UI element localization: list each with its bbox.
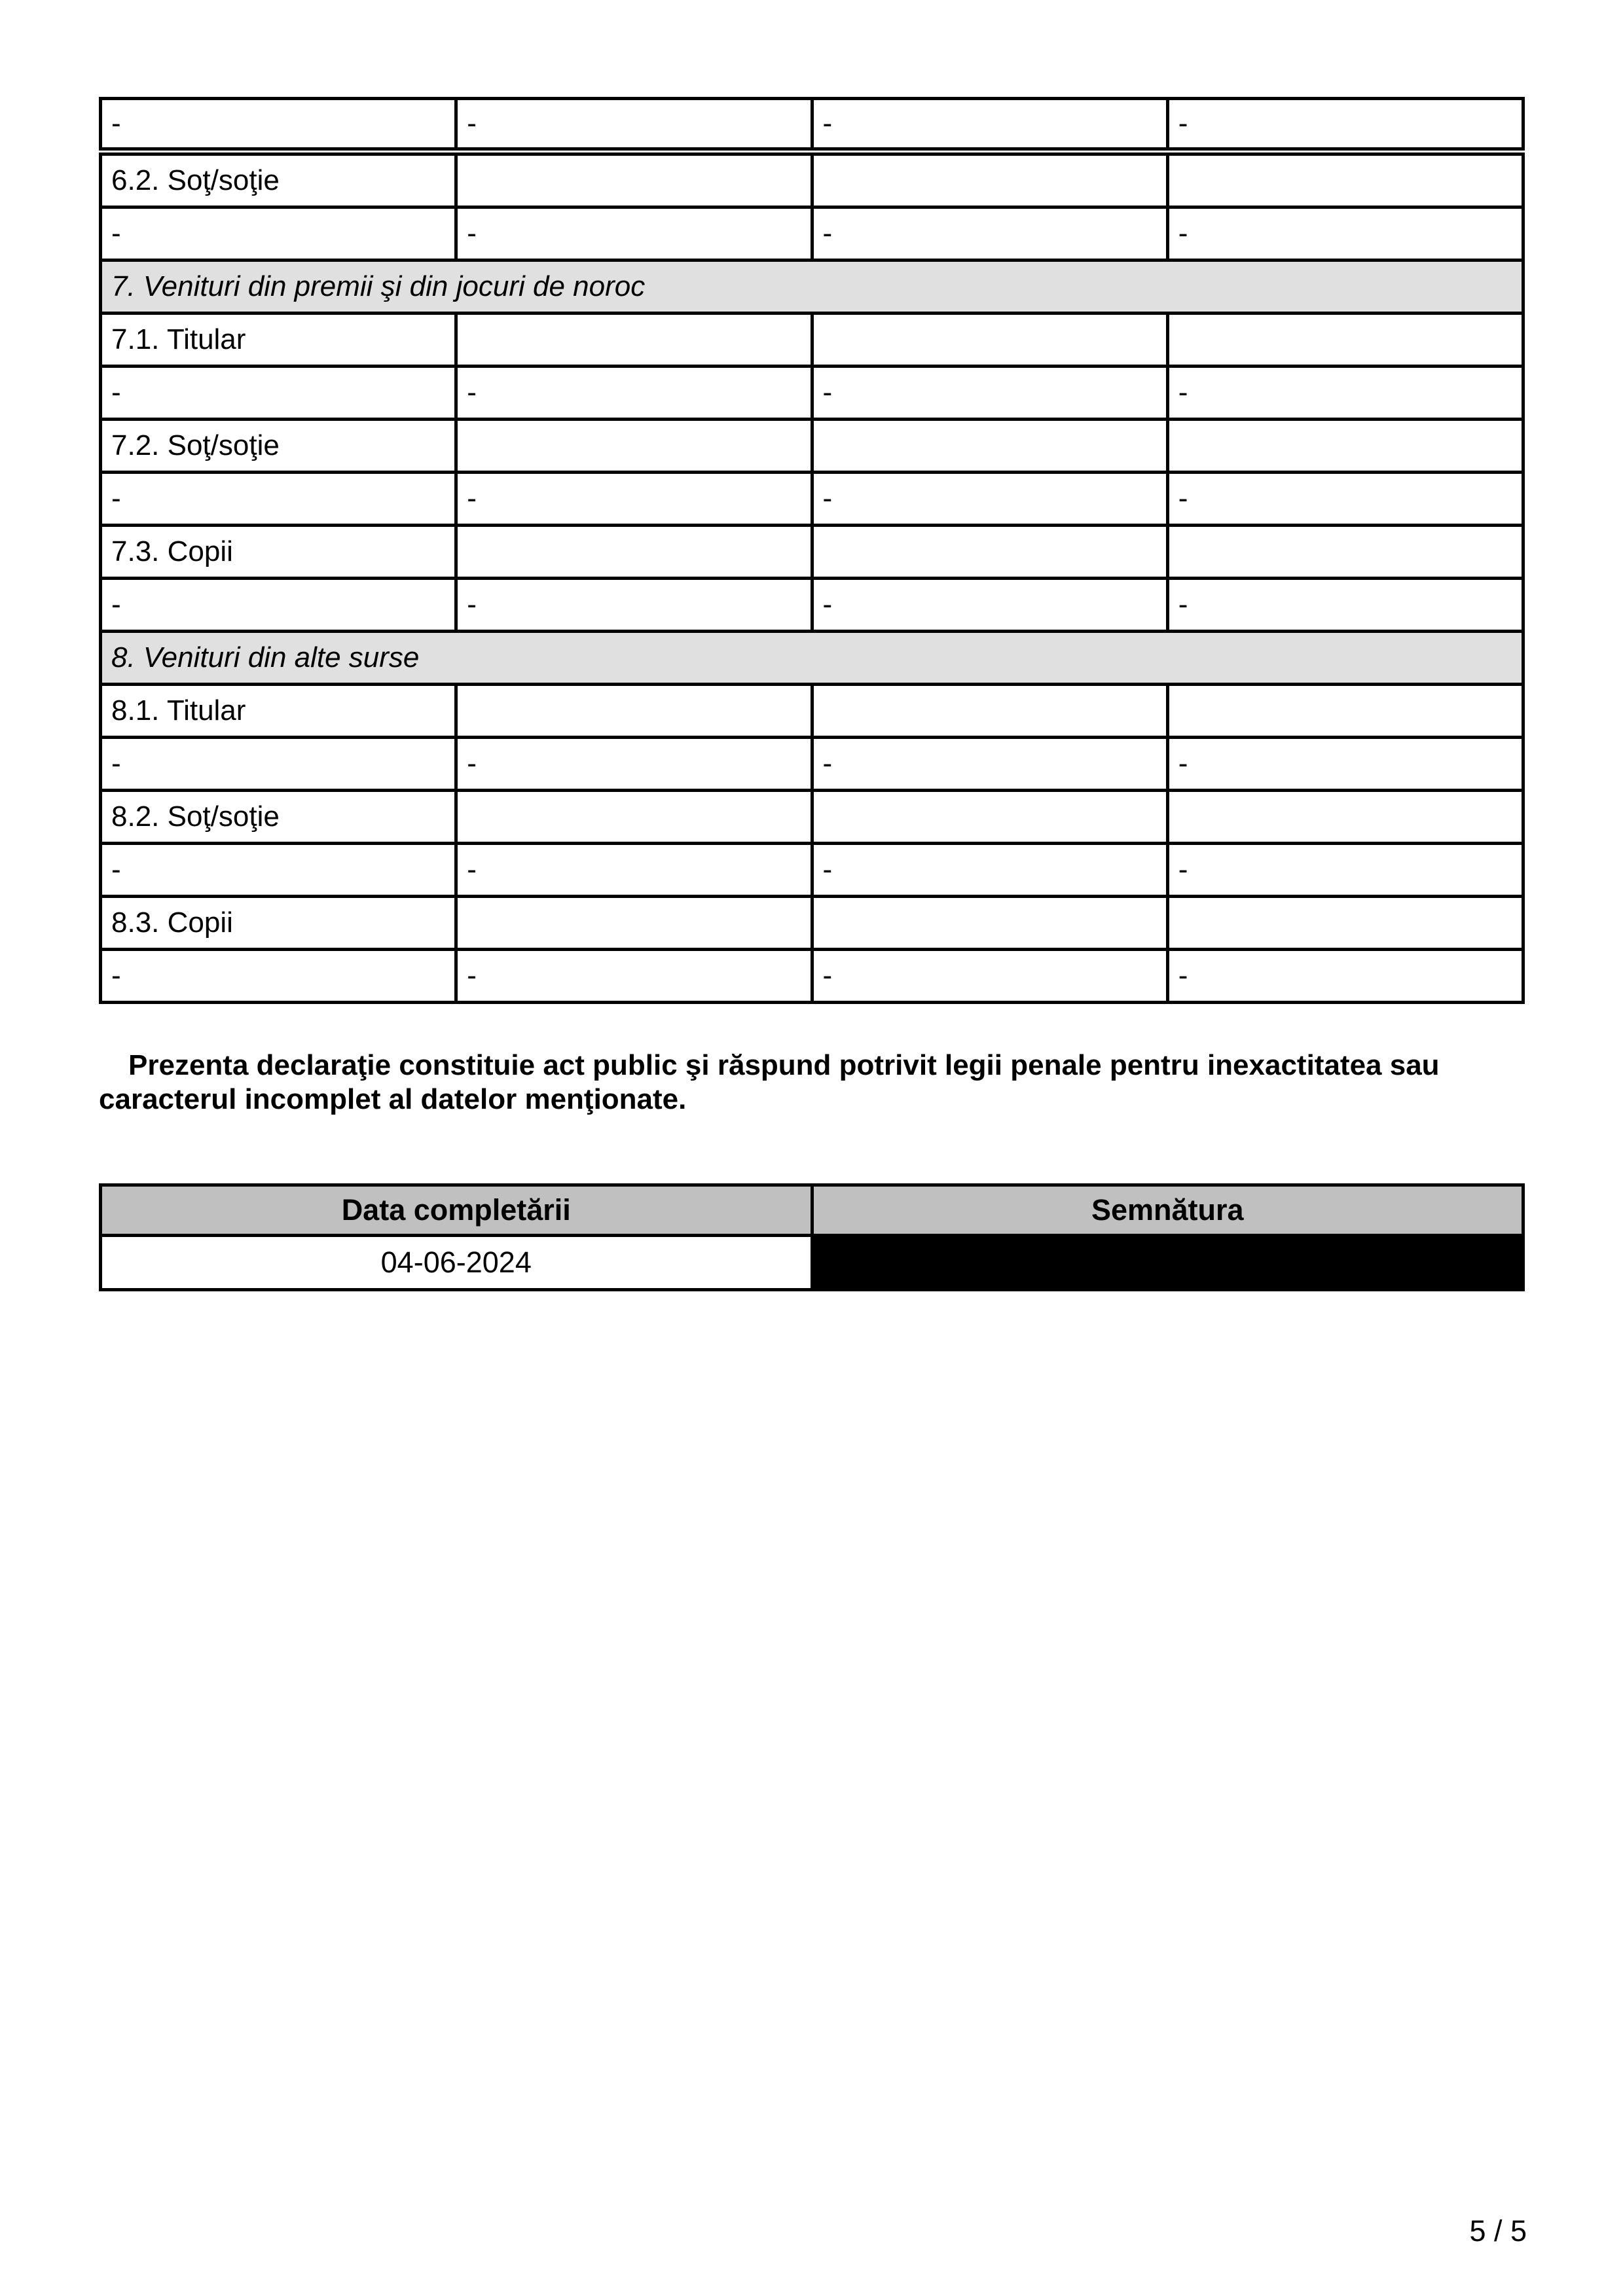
empty-value-cell: - xyxy=(812,473,1167,526)
empty-value-cell: - xyxy=(101,99,456,149)
empty-value-cell: - xyxy=(812,738,1167,791)
empty-value-cell: - xyxy=(456,579,812,632)
table-row xyxy=(101,207,1523,260)
date-header-cell: Data completării xyxy=(101,1185,812,1236)
page-number: 5 / 5 xyxy=(1469,2214,1527,2248)
section-header-row xyxy=(101,260,1523,314)
empty-value-cell: - xyxy=(101,844,456,897)
table-row xyxy=(101,314,1523,367)
empty-cell xyxy=(812,314,1167,367)
empty-cell xyxy=(812,685,1167,738)
empty-value-cell: - xyxy=(812,207,1167,260)
signature-table-value-row xyxy=(101,1236,1523,1290)
empty-cell xyxy=(812,791,1167,844)
empty-value-cell: - xyxy=(456,738,812,791)
empty-value-cell: - xyxy=(1167,367,1523,420)
empty-value-cell: - xyxy=(812,579,1167,632)
empty-cell xyxy=(456,420,812,473)
row-label-cell: 8.2. Soţ/soţie xyxy=(101,791,456,844)
table-row xyxy=(101,685,1523,738)
section-header-cell: 8. Venituri din alte surse xyxy=(101,632,1523,685)
empty-cell xyxy=(1167,791,1523,844)
empty-cell xyxy=(812,526,1167,579)
empty-cell xyxy=(456,897,812,950)
empty-value-cell: - xyxy=(812,99,1167,149)
signature-table xyxy=(99,1183,1525,1291)
empty-value-cell: - xyxy=(1167,99,1523,149)
empty-value-cell: - xyxy=(812,950,1167,1003)
income-table-continuation xyxy=(99,97,1525,151)
empty-cell xyxy=(456,526,812,579)
empty-cell xyxy=(1167,314,1523,367)
empty-value-cell: - xyxy=(456,844,812,897)
table-row xyxy=(101,950,1523,1003)
row-label-cell: 7.2. Soţ/soţie xyxy=(101,420,456,473)
empty-value-cell: - xyxy=(101,738,456,791)
empty-cell xyxy=(812,154,1167,207)
empty-value-cell: - xyxy=(101,950,456,1003)
table-row xyxy=(101,99,1523,149)
table-row xyxy=(101,367,1523,420)
income-table xyxy=(99,152,1525,1004)
empty-value-cell: - xyxy=(1167,473,1523,526)
empty-value-cell: - xyxy=(812,367,1167,420)
table-row xyxy=(101,844,1523,897)
empty-value-cell: - xyxy=(456,367,812,420)
empty-value-cell: - xyxy=(101,579,456,632)
empty-cell xyxy=(1167,897,1523,950)
section-header-row xyxy=(101,632,1523,685)
empty-value-cell: - xyxy=(456,207,812,260)
empty-value-cell: - xyxy=(1167,579,1523,632)
row-label-cell: 8.3. Copii xyxy=(101,897,456,950)
table-row xyxy=(101,154,1523,207)
empty-cell xyxy=(812,897,1167,950)
completion-date-cell: 04-06-2024 xyxy=(101,1236,812,1290)
row-label-cell: 7.3. Copii xyxy=(101,526,456,579)
section-header-cell: 7. Venituri din premii şi din jocuri de noroc xyxy=(101,260,1523,314)
empty-cell xyxy=(1167,526,1523,579)
empty-cell xyxy=(456,154,812,207)
table-row xyxy=(101,420,1523,473)
table-row xyxy=(101,738,1523,791)
empty-value-cell: - xyxy=(1167,207,1523,260)
empty-value-cell: - xyxy=(1167,738,1523,791)
signature-table-header-row xyxy=(101,1185,1523,1236)
empty-value-cell: - xyxy=(101,207,456,260)
empty-value-cell: - xyxy=(1167,950,1523,1003)
row-label-cell: 6.2. Soţ/soţie xyxy=(101,154,456,207)
empty-value-cell: - xyxy=(456,473,812,526)
income-tables-block xyxy=(99,97,1525,1004)
empty-cell xyxy=(456,791,812,844)
empty-cell xyxy=(1167,420,1523,473)
empty-cell xyxy=(1167,154,1523,207)
empty-value-cell: - xyxy=(1167,844,1523,897)
table-row xyxy=(101,473,1523,526)
row-label-cell: 7.1. Titular xyxy=(101,314,456,367)
empty-value-cell: - xyxy=(101,367,456,420)
empty-value-cell: - xyxy=(812,844,1167,897)
signature-redacted-cell xyxy=(812,1236,1523,1290)
table-row xyxy=(101,897,1523,950)
empty-value-cell: - xyxy=(456,99,812,149)
empty-cell xyxy=(1167,685,1523,738)
empty-cell xyxy=(812,420,1167,473)
table-row xyxy=(101,791,1523,844)
empty-cell xyxy=(456,685,812,738)
empty-value-cell: - xyxy=(101,473,456,526)
table-row xyxy=(101,579,1523,632)
table-row xyxy=(101,526,1523,579)
empty-value-cell: - xyxy=(456,950,812,1003)
signature-header-cell: Semnătura xyxy=(812,1185,1523,1236)
legal-disclaimer: Prezenta declaraţie constituie act public şi răspund potrivit legii penale pentru inexactitatea sau caracterul incomplet al datelor menţionate. xyxy=(99,1049,1440,1115)
empty-cell xyxy=(456,314,812,367)
row-label-cell: 8.1. Titular xyxy=(101,685,456,738)
